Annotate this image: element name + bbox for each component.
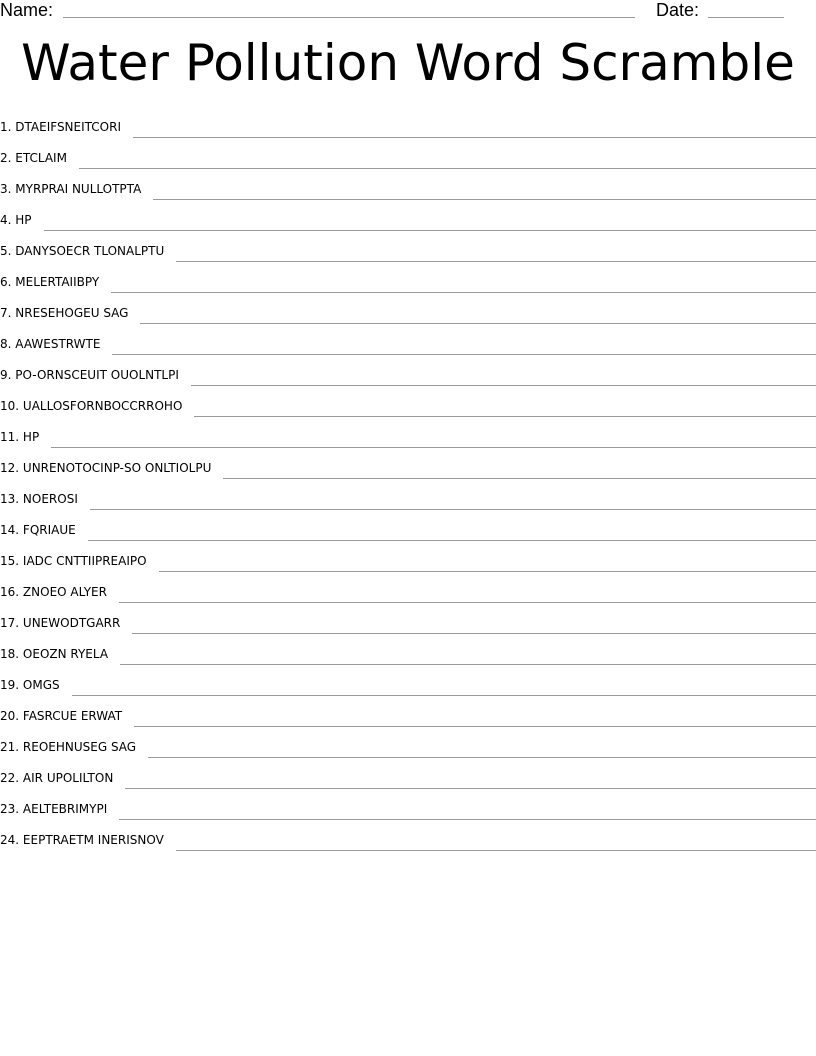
list-item: [0, 421, 816, 452]
list-item: [0, 328, 816, 359]
list-item: [0, 452, 816, 483]
item-number: 19.: [0, 677, 20, 692]
name-line[interactable]: [63, 17, 635, 18]
item-number: 7.: [0, 305, 12, 320]
scrambled-word: MELERTAIIBPY: [15, 274, 100, 289]
scrambled-word: PO-ORNSCEUIT OUOLNTLPI: [15, 367, 179, 382]
scrambled-word: REOEHNUSEG SAG: [22, 739, 137, 754]
scrambled-word: OEOZN RYELA: [22, 646, 109, 661]
scrambled-word: MYRPRAI NULLOTPTA: [15, 181, 142, 196]
list-item: [0, 297, 816, 328]
answer-line[interactable]: [132, 633, 816, 634]
name-label: Name:: [0, 0, 54, 20]
scrambled-word: UNEWODTGARR: [22, 615, 121, 630]
item-number: 18.: [0, 646, 20, 661]
answer-line[interactable]: [51, 447, 816, 448]
date-line[interactable]: [708, 17, 784, 18]
scrambled-word: EEPTRAETM INERISNOV: [22, 832, 164, 847]
list-item: [0, 731, 816, 762]
item-number: 9.: [0, 367, 12, 382]
item-number: 23.: [0, 801, 20, 816]
item-number: 21.: [0, 739, 20, 754]
answer-line[interactable]: [223, 478, 816, 479]
item-number: 5.: [0, 243, 12, 258]
list-item: [0, 824, 816, 855]
answer-line[interactable]: [133, 137, 816, 138]
item-number: 17.: [0, 615, 20, 630]
answer-line[interactable]: [90, 509, 816, 510]
answer-line[interactable]: [176, 261, 816, 262]
list-item: [0, 359, 816, 390]
answer-line[interactable]: [125, 788, 816, 789]
answer-line[interactable]: [119, 819, 816, 820]
scramble-list: [0, 111, 816, 855]
item-number: 4.: [0, 212, 12, 227]
list-item: [0, 669, 816, 700]
scrambled-word: NOEROSI: [22, 491, 78, 506]
list-item: [0, 483, 816, 514]
scrambled-word: HP: [15, 212, 32, 227]
scrambled-word: DTAEIFSNEITCORI: [15, 119, 121, 134]
scrambled-word: AIR UPOLILTON: [22, 770, 114, 785]
answer-line[interactable]: [120, 664, 816, 665]
scrambled-word: ZNOEO ALYER: [22, 584, 107, 599]
scrambled-word: NRESEHOGEU SAG: [15, 305, 129, 320]
list-item: [0, 638, 816, 669]
answer-line[interactable]: [153, 199, 816, 200]
list-item: [0, 390, 816, 421]
item-number: 20.: [0, 708, 20, 723]
item-number: 24.: [0, 832, 20, 847]
item-number: 6.: [0, 274, 12, 289]
item-number: 11.: [0, 429, 20, 444]
item-number: 10.: [0, 398, 20, 413]
item-number: 22.: [0, 770, 20, 785]
scrambled-word: AELTEBRIMYPI: [22, 801, 108, 816]
header-row: [0, 0, 816, 22]
answer-line[interactable]: [134, 726, 816, 727]
answer-line[interactable]: [111, 292, 816, 293]
list-item: [0, 700, 816, 731]
item-number: 13.: [0, 491, 20, 506]
scrambled-word: ETCLAIM: [15, 150, 67, 165]
item-number: 1.: [0, 119, 12, 134]
list-item: [0, 173, 816, 204]
scrambled-word: HP: [22, 429, 40, 444]
scrambled-word: UALLOSFORNBOCCRROHO: [22, 398, 183, 413]
list-item: [0, 607, 816, 638]
answer-line[interactable]: [191, 385, 816, 386]
answer-line[interactable]: [88, 540, 816, 541]
list-item: [0, 576, 816, 607]
answer-line[interactable]: [79, 168, 816, 169]
answer-line[interactable]: [72, 695, 816, 696]
item-number: 14.: [0, 522, 20, 537]
list-item: [0, 204, 816, 235]
scrambled-word: FASRCUE ERWAT: [22, 708, 123, 723]
answer-line[interactable]: [119, 602, 816, 603]
answer-line[interactable]: [159, 571, 816, 572]
item-number: 15.: [0, 553, 20, 568]
list-item: [0, 545, 816, 576]
answer-line[interactable]: [176, 850, 816, 851]
scrambled-word: DANYSOECR TLONALPTU: [15, 243, 165, 258]
list-item: [0, 762, 816, 793]
scrambled-word: OMGS: [22, 677, 60, 692]
item-number: 16.: [0, 584, 20, 599]
scrambled-word: AAWESTRWTE: [15, 336, 101, 351]
list-item: [0, 266, 816, 297]
scrambled-word: FQRIAUE: [22, 522, 76, 537]
item-number: 2.: [0, 150, 12, 165]
answer-line[interactable]: [194, 416, 816, 417]
answer-line[interactable]: [44, 230, 816, 231]
answer-line[interactable]: [112, 354, 816, 355]
item-number: 3.: [0, 181, 12, 196]
date-label: Date:: [656, 0, 700, 20]
answer-line[interactable]: [148, 757, 816, 758]
scrambled-word: UNRENOTOCINP-SO ONLTIOLPU: [22, 460, 212, 475]
item-number: 8.: [0, 336, 12, 351]
list-item: [0, 111, 816, 142]
list-item: [0, 142, 816, 173]
scrambled-word: IADC CNTTIIPREAIPO: [22, 553, 147, 568]
list-item: [0, 514, 816, 545]
item-number: 12.: [0, 460, 20, 475]
list-item: [0, 235, 816, 266]
list-item: [0, 793, 816, 824]
answer-line[interactable]: [140, 323, 816, 324]
page-title: Water Pollution Word Scramble: [21, 34, 795, 92]
